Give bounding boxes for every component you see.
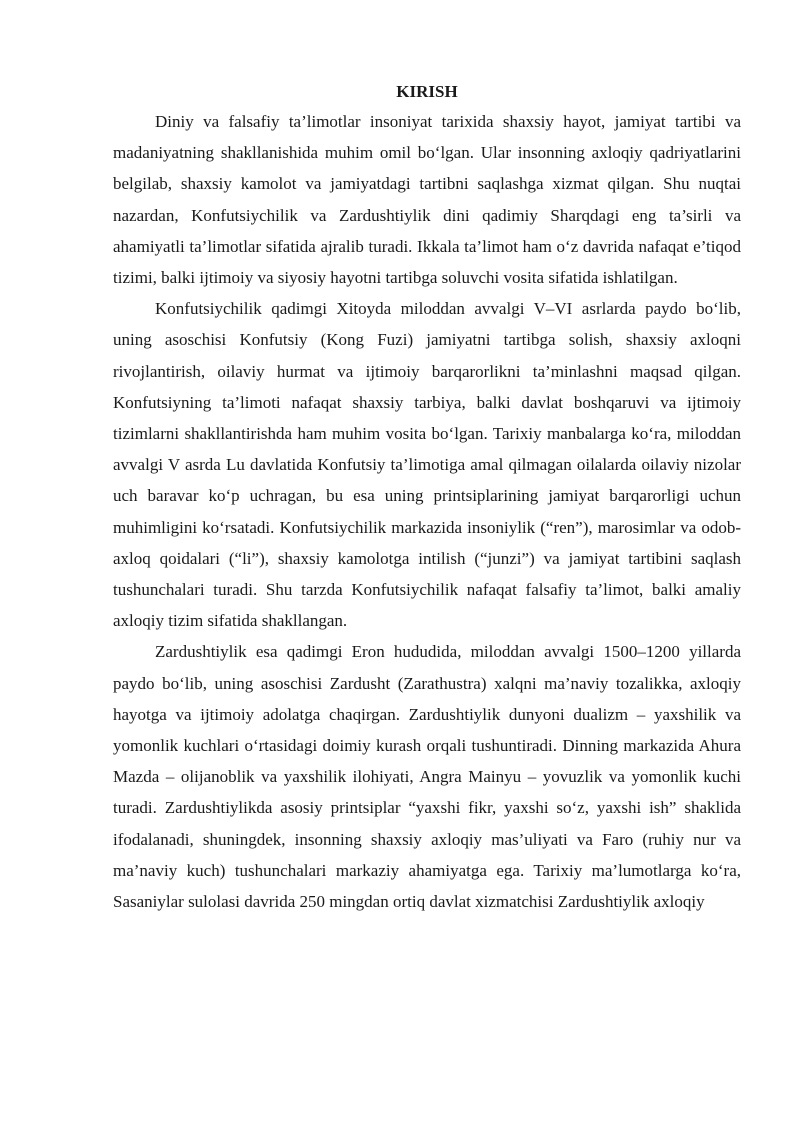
document-body	[113, 78, 741, 917]
paragraph-zoroastrianism: Zardushtiylik esa qadimgi Eron hududida, miloddan avvalgi 1500–1200 yillarda paydo bo‘lib, uning asoschisi Zardusht (Zarathustra) xalqni ma’naviy tozalikka, axloqiy hayotga va ijtimoiy adolatga chaqirgan. Zardushtiylik dunyoni dualizm – yaxshilik va yomonlik kuchlari o‘rtasidagi doimiy kurash orqali tushuntiradi. Dinning markazida Ahura Mazda – olijanoblik va yaxshilik ilohiyati, Angra Mainyu – yovuzlik va yomonlik kuchi turadi. Zardushtiylikda asosiy printsiplar “yaxshi fikr, yaxshi so‘z, yaxshi ish” shaklida ifodalanadi, shuningdek, insonning shaxsiy axloqiy mas’uliyati va Faro (ruhiy nur va ma’naviy kuch) tushunchalari markaziy ahamiyatga ega. Tarixiy ma’lumotlarga ko‘ra, Sasaniylar sulolasi davrida 250 mingdan ortiq davlat xizmatchisi Zardushtiylik axloqiy	[113, 642, 741, 912]
paragraph-confucianism: Konfutsiychilik qadimgi Xitoyda miloddan avvalgi V–VI asrlarda paydo bo‘lib, uning asoschisi Konfutsiy (Kong Fuzi) jamiyatni tartibga solish, shaxsiy axloqni rivojlantirish, oilaviy hurmat va ijtimoiy barqarorlikni ta’minlashni maqsad qilgan. Konfutsiyning ta’limoti nafaqat shaxsiy tarbiya, balki davlat boshqaruvi va ijtimoiy tizimlarni shakllantirishda ham muhim vosita bo‘lgan. Tarixiy manbalarga ko‘ra, miloddan avvalgi V asrda Lu davlatida Konfutsiy ta’limotiga amal qilmagan oilalarda oilaviy nizolar uch baravar ko‘p uchragan, bu esa uning printsiplarining jamiyat barqarorligi uchun muhimligini ko‘rsatadi. Konfutsiychilik markazida insoniylik (“ren”), marosimlar va odob-axloq qoidalari (“li”), shaxsiy kamolotga intilish (“junzi”) va jamiyat tartibini saqlash tushunchalari turadi. Shu tarzda Konfutsiychilik nafaqat falsafiy ta’limot, balki amaliy axloqiy tizim sifatida shakllangan.	[113, 299, 741, 631]
paragraph-intro: Diniy va falsafiy ta’limotlar insoniyat tarixida shaxsiy hayot, jamiyat tartibi va madaniyatning shakllanishida muhim omil bo‘lgan. Ular insonning axloqiy qadriyatlarini belgilab, shaxsiy kamolot va jamiyatdagi tartibni saqlashga xizmat qilgan. Shu nuqtai nazardan, Konfutsiychilik va Zardushtiylik dini qadimiy Sharqdagi eng ta’sirli va ahamiyatli ta’limotlar sifatida ajralib turadi. Ikkala ta’limot ham o‘z davrida nafaqat e’tiqod tizimi, balki ijtimoiy va siyosiy hayotni tartibga soluvchi vosita sifatida ishlatilgan.	[113, 112, 741, 288]
page-title: KIRISH	[396, 82, 458, 101]
